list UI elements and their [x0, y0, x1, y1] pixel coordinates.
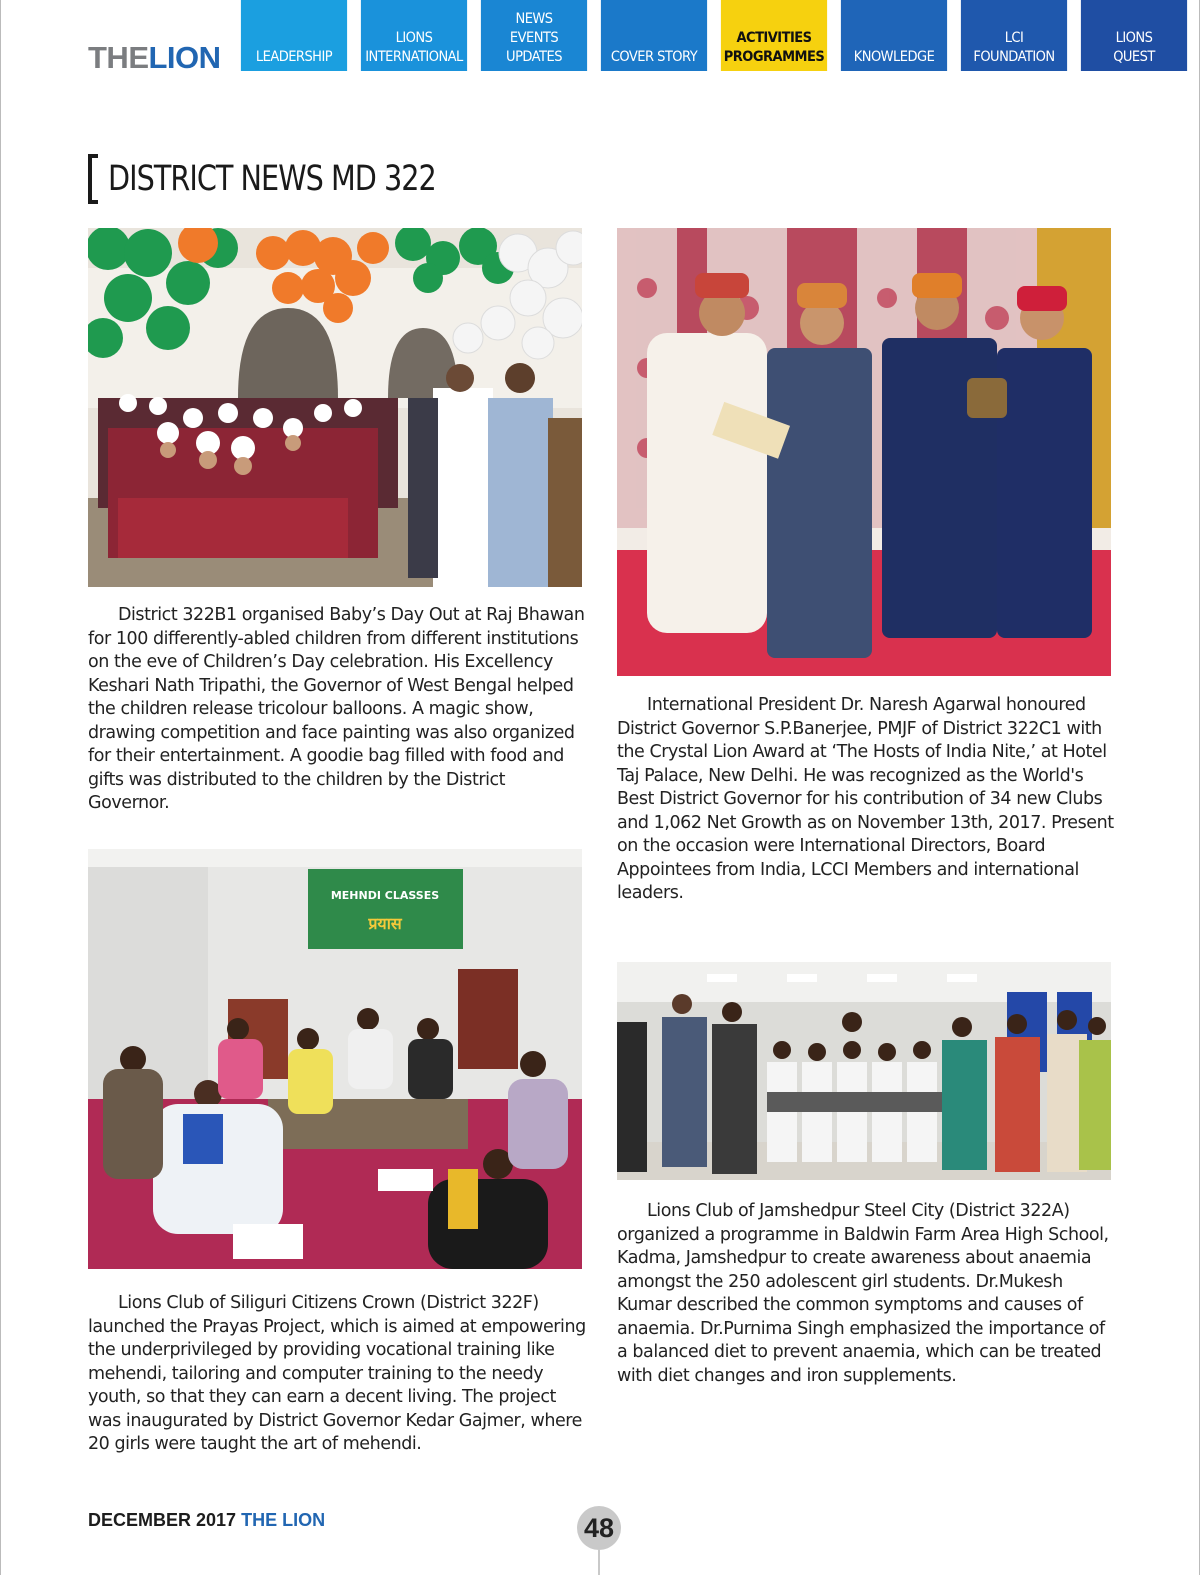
- magazine-masthead: [88, 42, 221, 73]
- section-nav: [235, 0, 1200, 71]
- article-crystal-lion-award: International President Dr. Naresh Agarwal honoured District Governor S.P.Banerjee, PMJF of District 322C1 with the Crystal Lion Award at ‘The Hosts of India Nite,’ at Hotel Taj Palace, New Delhi. He was recognized as the World's Best District Governor for his contribution of 34 new Clubs and 1,062 Net Growth as on November 13th, 2017. Present on the occasion were International Directors, Board Appointees from India, LCCI Members and international leaders.: [617, 695, 1114, 903]
- section-heading: [88, 154, 508, 204]
- page-number: 48: [577, 1506, 621, 1550]
- tab-cover-story[interactable]: COVER STORY: [601, 0, 707, 71]
- mehndi-banner-script: प्रयास: [368, 914, 402, 933]
- heading-bracket: [88, 154, 98, 204]
- school-awareness-photo: [617, 962, 1111, 1180]
- article-anaemia-awareness: Lions Club of Jamshedpur Steel City (District 322A) organized a programme in Baldwin Farm Area High School, Kadma, Jamshedpur to create awareness about anaemia amongst the 250 adolescent girl students. Dr.Mukesh Kumar described the common symptoms and causes of anaemia. Dr.Purnima Singh emphasized the importance of a balanced diet to prevent anaemia, which can be treated with diet changes and iron supplements.: [617, 1201, 1109, 1386]
- article-babys-day-out: District 322B1 organised Baby’s Day Out at Raj Bhawan for 100 differently-abled children from different institutions on the eve of Children’s Day celebration. His Excellency Keshari Nath Tripathi, the Governor of West Bengal helped the children release tricolour balloons. A magic show, drawing competition and face painting was also organized for their entertainment. A goodie bag filled with food and gifts was distributed to the children by the District Governor.: [88, 605, 585, 813]
- footer-issue-date: DECEMBER 2017: [88, 1510, 237, 1530]
- page-title: DISTRICT NEWS MD 322: [108, 159, 436, 199]
- mehndi-banner-title: MEHNDI CLASSES: [330, 889, 440, 902]
- tab-knowledge[interactable]: KNOWLEDGE: [841, 0, 947, 71]
- tab-leadership[interactable]: LEADERSHIP: [241, 0, 347, 71]
- tab-activities-programmes[interactable]: ACTIVITIES PROGRAMMES: [721, 0, 827, 71]
- tab-lci-foundation[interactable]: LCI FOUNDATION: [961, 0, 1067, 71]
- award-ceremony-photo: [617, 228, 1111, 676]
- tab-news-events-updates[interactable]: NEWS EVENTS UPDATES: [481, 0, 587, 71]
- page-number-line: [598, 1550, 600, 1575]
- footer-magazine-name: THE LION: [241, 1510, 326, 1530]
- tab-lions-international[interactable]: LIONS INTERNATIONAL: [361, 0, 467, 71]
- masthead-lion: LION: [148, 40, 221, 75]
- masthead-the: THE: [88, 40, 149, 75]
- mehndi-class-photo: [88, 849, 582, 1269]
- tab-lions-quest[interactable]: LIONS QUEST: [1081, 0, 1187, 71]
- children-balloons-photo: [88, 228, 582, 587]
- footer-issue-label: [88, 1510, 325, 1531]
- article-prayas-project: Lions Club of Siliguri Citizens Crown (District 322F) launched the Prayas Project, which is aimed at empowering the underprivileged by providing vocational training like mehendi, tailoring and computer training to the needy youth, so that they can earn a decent living. The project was inaugurated by District Governor Kedar Gajmer, where 20 girls were taught the art of mehendi.: [88, 1293, 586, 1454]
